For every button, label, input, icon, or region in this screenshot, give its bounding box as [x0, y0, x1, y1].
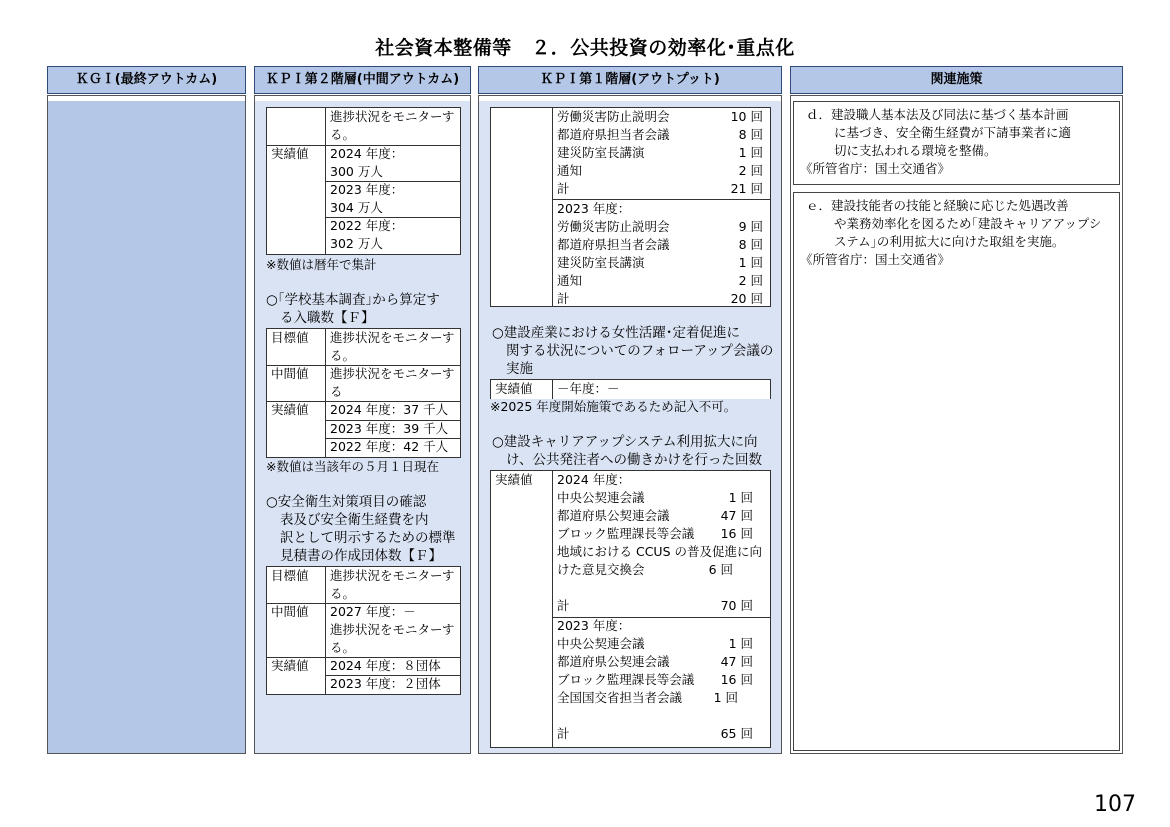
kgi-panel	[47, 95, 246, 754]
item-label: 計	[557, 726, 570, 741]
kpi2-table-entrants	[266, 328, 461, 458]
header-kpi1: ＫＰＩ第１階層(アウトプット)	[478, 66, 782, 94]
header-kpi2: ＫＰＩ第２階層(中間アウトカム)	[254, 66, 471, 94]
item-label: 計	[557, 181, 570, 196]
cell-text: る。	[330, 348, 356, 363]
related-text: 切に支払われる環境を整備。	[834, 143, 997, 158]
cell-text: る。	[330, 127, 356, 142]
item-label: 都道府県担当者会議	[557, 127, 670, 142]
item-value: 8 回	[738, 237, 763, 252]
row-label: 目標値	[271, 330, 309, 345]
item-value: 16 回	[720, 526, 753, 541]
related-text: ｅ．建設技能者の技能と経験に応じた処遇改善	[806, 198, 1069, 213]
kpi2-table-visitors	[266, 107, 461, 255]
cell-text: 2024 年度：37 千人	[330, 402, 449, 417]
kpi1-panel	[478, 95, 782, 754]
item-label: 通知	[557, 163, 583, 178]
cell-text: 2022 年度：42 千人	[330, 439, 449, 454]
item-label: 建災防室長講演	[557, 145, 645, 160]
note: ※数値は暦年で集計	[266, 257, 377, 272]
header-related: 関連施策	[790, 66, 1123, 94]
cell-text: 300 万人	[330, 164, 383, 179]
item-label: 都道府県公契連会議	[557, 508, 670, 523]
section-heading: ○建設産業における女性活躍･定着促進に	[492, 325, 741, 341]
row-label: 中間値	[271, 366, 309, 381]
row-label: 実績値	[271, 146, 309, 161]
item-value: 47 回	[720, 654, 753, 669]
section-heading: 実施	[506, 361, 533, 377]
item-value: 2 回	[738, 163, 763, 178]
cell-text: 2023 年度：	[330, 182, 404, 197]
section-heading: る入職数【Ｆ】	[280, 310, 375, 326]
cell-text: 進捗状況をモニターす	[330, 366, 455, 381]
item-label: 都道府県担当者会議	[557, 237, 670, 252]
item-value: 47 回	[720, 508, 753, 523]
section-heading: け、公共発注者への働きかけを行った回数	[506, 452, 762, 468]
row-label: 中間値	[271, 604, 309, 619]
section-heading: 関する状況についてのフォローアップ会議の	[506, 343, 774, 359]
item-label: ブロック監理課長等会議	[557, 526, 695, 541]
cell-text: る。	[330, 640, 356, 655]
related-panel	[790, 95, 1123, 754]
year-label: 2023 年度：	[557, 618, 631, 633]
page-title: 社会資本整備等 ２．公共投資の効率化･重点化	[375, 37, 795, 59]
item-label: 計	[557, 291, 570, 306]
cell-text: る	[330, 384, 343, 399]
item-value: 9 回	[738, 219, 763, 234]
kpi1-table-safety	[490, 107, 771, 307]
section-heading: 訳として明示するための標準	[280, 530, 456, 546]
item-value: 8 回	[738, 127, 763, 142]
cell-text: 2024 年度：８団体	[330, 658, 441, 673]
year-label: 2023 年度：	[557, 201, 631, 216]
item-label: 中央公契連会議	[557, 490, 645, 505]
item-label: 地域における CCUS の普及促進に向	[557, 544, 762, 559]
row-label: 目標値	[271, 568, 309, 583]
cell-text: 進捗状況をモニターす	[330, 109, 455, 124]
item-value: 70 回	[720, 598, 753, 613]
item-value: 20 回	[730, 291, 763, 306]
header-kgi: ＫＧＩ(最終アウトカム)	[47, 66, 246, 94]
item-value: 6 回	[708, 562, 733, 577]
item-value: 10 回	[730, 109, 763, 124]
cell-text: 2023 年度：39 千人	[330, 421, 449, 436]
page-number: 107	[1094, 792, 1136, 817]
related-text: や業務効率化を図るため｢建設キャリアアップシ	[834, 216, 1102, 231]
section-heading: ○安全衛生対策項目の確認	[266, 494, 427, 510]
row-label: 実績値	[495, 381, 533, 396]
item-label: 都道府県公契連会議	[557, 654, 670, 669]
year-label: 2024 年度：	[557, 472, 631, 487]
cell-text: 進捗状況をモニターす	[330, 622, 455, 637]
related-item-d	[793, 101, 1120, 185]
row-label: 実績値	[495, 472, 533, 487]
item-value: 2 回	[738, 273, 763, 288]
item-value: 65 回	[720, 726, 753, 741]
row-label: 実績値	[271, 402, 309, 417]
note: ※2025 年度開始施策であるため記入不可。	[490, 399, 737, 414]
item-value: 16 回	[720, 672, 753, 687]
item-label: けた意見交換会	[557, 562, 645, 577]
item-value: 1 回	[728, 490, 753, 505]
item-value: 1 回	[738, 255, 763, 270]
kpi2-panel	[254, 95, 471, 754]
cell-text: 2024 年度：	[330, 146, 404, 161]
cell-text: 2022 年度：	[330, 218, 404, 233]
related-item-e	[793, 192, 1120, 751]
item-label: 通知	[557, 273, 583, 288]
related-text: ｄ．建設職人基本法及び同法に基づく基本計画	[806, 107, 1069, 122]
cell-text: る。	[330, 586, 356, 601]
item-label: 建災防室長講演	[557, 255, 645, 270]
item-label: 全国国交省担当者会議	[557, 690, 683, 705]
item-label: 労働災害防止説明会	[557, 219, 670, 234]
related-text: に基づき、安全衛生経費が下請事業者に適	[834, 125, 1072, 140]
item-label: ブロック監理課長等会議	[557, 672, 695, 687]
cell-text: 304 万人	[330, 200, 383, 215]
cell-text: 2023 年度：２団体	[330, 676, 441, 691]
kpi2-table-estimates	[266, 566, 461, 695]
kpi1-table-ccus	[490, 470, 771, 748]
section-heading: 表及び安全衛生経費を内	[280, 512, 429, 528]
section-heading: ○｢学校基本調査｣から算定す	[266, 292, 440, 308]
item-label: 労働災害防止説明会	[557, 109, 670, 124]
cell-text: 進捗状況をモニターす	[330, 568, 455, 583]
related-text: ステム｣の利用拡大に向けた取組を実施。	[834, 234, 1065, 249]
item-value: 1 回	[738, 145, 763, 160]
related-ministry: 《所管省庁：国土交通省》	[800, 252, 951, 267]
cell-text: 2027 年度：－	[330, 604, 416, 619]
section-heading: 見積書の作成団体数【Ｆ】	[280, 548, 442, 564]
item-label: 中央公契連会議	[557, 636, 645, 651]
item-value: 21 回	[730, 181, 763, 196]
note: ※数値は当該年の５月１日現在	[266, 459, 439, 474]
kpi1-table-women	[490, 379, 771, 399]
section-heading: ○建設キャリアアップシステム利用拡大に向	[492, 434, 758, 450]
item-value: 1 回	[713, 690, 738, 705]
item-label: 計	[557, 598, 570, 613]
cell-text: 進捗状況をモニターす	[330, 330, 455, 345]
row-label: 実績値	[271, 658, 309, 673]
cell-text: 302 万人	[330, 236, 383, 251]
item-value: 1 回	[728, 636, 753, 651]
related-ministry: 《所管省庁：国土交通省》	[800, 161, 951, 176]
cell-text: －年度：－	[557, 381, 620, 396]
